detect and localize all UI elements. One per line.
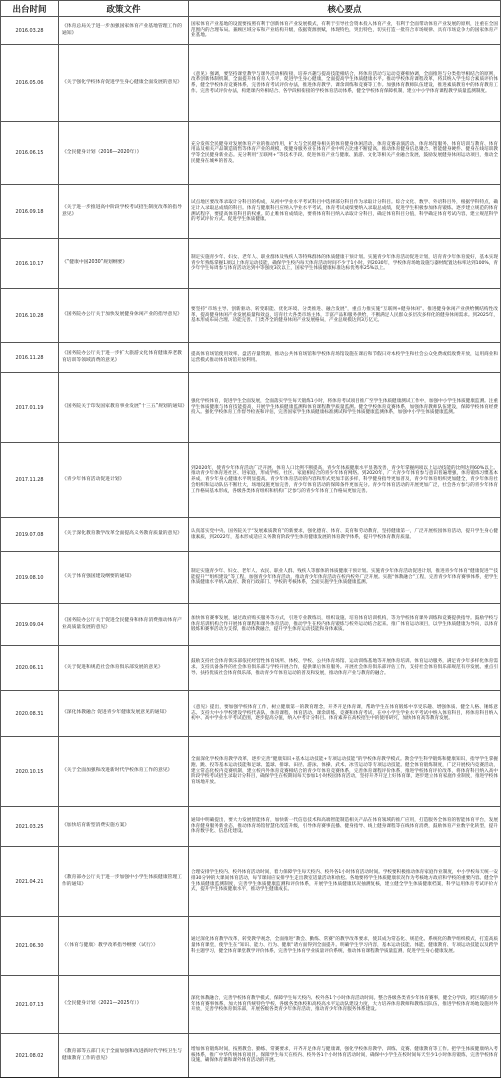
row-date: 2016.11.28 [1,343,59,373]
row-key-points-text: 到2020年，使青少年体育活动广泛开展，体育人口比例不断提高，青少年体质健康水平显著改善，青少年掌握两项以上运动技能的比例达到60%以上。推动青少年体育进社区、进家庭，形成学校、社区、家庭相结合的青少年体育网络。到2020年，广大青少年体育参与意识普遍增强，体育锻炼习惯基本养成，青少年身心健康水平明显提高。青少年体育活动的内容和形式更加丰富多样，科学健身指导更加普及，青少年体育组织更加健全，青少年体育社会组织和运动队伍不断壮大，场地设施更加完善，青少年体育活动的保障条件更加充分。青少年体育活动的开展更加广泛，社会各方参与的青少年体育工作格局基本形成，各级各类体育组织和机构广泛参与的青少年体育工作格局更加完善。 [191,465,498,494]
table-header [1,1,501,17]
row-key-points [189,289,501,343]
row-policy-document [59,847,189,917]
row-key-points [189,443,501,518]
row-policy-document-text: 《教育部等五部门关于全面加强和改进新时代学校卫生与健康教育工作的意见》 [62,1049,182,1061]
table-row [1,17,501,45]
table-row [1,185,501,239]
row-policy-document-text: 《深化体教融合 促进青少年健康发展意见的通知》 [62,710,170,716]
row-policy-document-text: 《关于促进和规范社会体育俱乐部发展的意见》 [62,664,163,670]
header-date: 出台时间 [1,1,59,17]
row-policy-document-text: 《国务院关于印发国家教育事业发展“十三五”规划的通知》 [62,404,187,410]
table-row [1,976,501,1034]
row-policy-document-text: 《体育总局关于进一步加强国家体育产业基地管理工作的通知》 [62,24,182,36]
row-policy-document [59,17,189,45]
row-date: 2016.06.15 [1,122,59,185]
row-policy-document-text: 《关于深化教育教学改革全面提高义务教育质量的意见》 [62,531,182,537]
row-date: 2021.04.21 [1,847,59,917]
row-date: 2021.08.02 [1,1034,59,1078]
table-row [1,552,501,604]
row-key-points [189,646,501,691]
row-key-points-text: 充分发挥全民健身对发展体育产业的推动作用，扩大与全民健身相关的体育健身休闲活动、体育竞赛表演活动、体育场馆服务、体育培训与教育、体育用品及相关产品制造销售等体育产业的规模，使健身服务业在体育产业中所占比重不断提高，推动体育健身信息聚合、智能健身硬件、健身在线培训教学等全民健身新业态。充分利用“互联网+”等技术手段，促进体育产业与健康、旅游、文化等相关产业融合发展，鼓励发展健身休闲运动项目，推动全民健身在城乡的普及。 [191,141,498,164]
table-row [1,646,501,691]
row-date: 2021.07.13 [1,976,59,1034]
row-policy-document-text: 《国务院办公厅关于进一步扩大旅游文化体育健康养老教育培训等领域消费的意见》 [62,351,182,363]
row-key-points-text: 《意见》强调，要坚持课堂教学与课外活动相衔接，培养兴趣与提高技能相结合，将体育活动与运动竞赛相协调，全面推进与分类指导相结合的原则，改革创新体制机制，全面提升体育育人水平，促进学生身心健康，全面提高学生体质健康水平。推动学校体育课程改革，将其纳入学生综合素质评价体系，健全学校体育竞赛体系，完善体育考试评价办法，推进体育教学、课余训练和竞赛等工作。加强体育教师队伍建设，推进素质教育中的体育教育工作。完善考试评价办法，构建课内外相结合、各学段相衔接的学校体育活动体系，健全学校体育保障机制，建立中小学体育课程教学质量监测制度。 [191,71,498,94]
row-date: 2019.07.08 [1,518,59,552]
row-key-points-text: 制定实施青少年、妇女、老年人、职业群体及残疾人等特殊群体的体质健康干预计划。实施青少年体育活动促进计划，培育青少年体育爱好，基本实现青少年熟练掌握1项以上体育运动技能，确保学生校内每天体育活动时间不少于1小时。到2030年，学校体育场地设施与器材配置达标率达到100%，青少年学生每周参与体育活动达到中等强度3次以上，国家学生体质健康标准达标优秀率25%以上。 [191,254,498,272]
row-policy-document [59,239,189,289]
row-policy-document [59,343,189,373]
row-key-points [189,373,501,443]
row-key-points-text: 认真落实党中央、国务院关于“发展素质教育”的新要求，强化德育、体育、美育和劳动教育，坚持健康第一，广泛开展校园体育活动，提升学生身心健康素质，到2022年，基本形成适应义务教育阶段学生体育健康发展的体育教学体系，提升学校体育教育质量。 [191,528,498,540]
row-policy-document [59,185,189,239]
table-row [1,737,501,807]
table-row [1,807,501,847]
row-date: 2019.08.10 [1,552,59,604]
row-key-points-text: 合理安排学生校内、校外体育活动时间，着力保障学生每天校内、校外各1小时体育活动时间。学校要积极推动体育家庭作业制度，中小学校每天统一安排30分钟的大课间体育活动，每节课间应安排学生走出教室适量活动和放松。各地要将学生体质健康状况作为考核地方政府和学校的重要内容。健全学生体质健康监测制度，完善学生体质健康监测和评价体系，开展学生体质健康状况抽测复核，建立健全学生体质健康档案，科学运用体育考试评价方式，提升学生体质健康水平，推动学生健康成长。 [191,870,498,893]
row-date: 2017.01.19 [1,373,59,443]
row-policy-document [59,1034,189,1078]
table-row [1,847,501,917]
row-policy-document [59,917,189,976]
table-row [1,917,501,976]
row-policy-document-text: 《全民健身计划（2021—2025年）》 [62,1001,142,1007]
row-date: 2019.09.04 [1,604,59,646]
row-policy-document-text: 《关于体育强国建设纲要的通知》 [62,574,134,580]
row-key-points [189,518,501,552]
row-key-points [189,976,501,1034]
header-key-points: 核心要点 [189,1,501,17]
table-row [1,1034,501,1078]
row-policy-document-text: 《青少年体育活动促进计划》 [62,476,125,482]
row-policy-document [59,45,189,122]
row-policy-document [59,373,189,443]
row-date: 2016.10.28 [1,289,59,343]
row-date: 2020.06.11 [1,646,59,691]
table-row [1,518,501,552]
row-key-points-text: 通过深化体育教学改革，转变教学观念，全面推进“教会、勤练、常赛”的教学改革要求，使其成为常态化、规范化、系统化的教学组织模式，打造高质量体育课堂，使学生在“知识、能力、行为、健康”诸方面得到全面提升。明确学生学习内容，基本运动技能、体能、健康教育、专项运动技能以及跨学科主题学习，健全体育课堂教学评价体系，完善学生体育学业质量评价系统，推动体育课程教学质量监测，促进学生身心健康发展。 [191,937,498,954]
row-policy-document-text: 《关于进一步推进高中阶段学校考试招生制度改革的指导意见》 [62,205,182,217]
row-key-points [189,17,501,45]
table-row [1,45,501,122]
row-policy-document [59,518,189,552]
row-key-points [189,917,501,976]
row-policy-document-text: 《教育部办公厅关于进一步加强中小学生体质健康管理工作的通知》 [62,875,182,887]
table-row [1,604,501,646]
row-date: 2016.03.28 [1,17,59,45]
row-policy-document [59,691,189,737]
row-key-points [189,807,501,847]
row-policy-document [59,737,189,807]
row-policy-document-text: 《〈体育与健康〉教学改革指导纲要（试行）》 [62,942,158,948]
row-date: 2020.08.31 [1,691,59,737]
table-row [1,239,501,289]
row-key-points-text: 强化学校体育，促进学生全面发展，全面落实学生每天锻炼1小时，将体育考试项目推广至学生体质健康测试工作中，加强中小学生体质健康监测。注重学生体质健康与体育技能提高，开展学生体质健康监测和体育课程教学质量监测。健全学校体育竞赛体系，加强体育教师队伍建设，保障学校体育经费投入。强化学校体育工作督导检查和评估，完善国家学生体质健康标准测试和学生体质健康监测体系，加强中小学生体质健康监测。 [191,398,498,416]
row-key-points [189,185,501,239]
row-policy-document-text: 《国务院办公厅关于促进全民健身和体育消费推动体育产业高质量发展的意见》 [62,618,182,630]
row-key-points-text: 要坚持“市场主导、创新驱动、转变职能、优化环境、分类推进、融合发展”，重点力推实施“互联网+健身休闲”。推进健身休闲产业供给侧结构性改革，提高健身休闲产业发展质量和效益，培育壮大各类市场主体，丰富产品和服务供给，不断满足人民群众多层次多样化的健身休闲需求。到2025年，基本形成布局合理、功能完善、门类齐全的健身休闲产业发展格局，产业总规模达到3万亿元。 [191,306,498,324]
row-key-points-text: 提高体育场馆使用效率，盘活存量资源，推动公共体育场馆和学校体育场馆设施在课后和节假日对本校学生和社会公众免费或低收费开放，运用商业和运营模式推动体育场馆开放利用。 [191,351,498,363]
row-key-points [189,604,501,646]
table-row [1,443,501,518]
row-policy-document [59,807,189,847]
row-policy-document [59,646,189,691]
row-date: 2021.06.30 [1,917,59,976]
row-policy-document [59,552,189,604]
row-key-points-text: 加快体育赛事发展，通过政府购买服务等方式，引进专业教练员，组织设施、培育体育培训机构，等为学校体育课外训练和竞赛提供指导。鼓励学校与体育培训机构合作开展体育课程和课外体育活动，推动学生在校内体育锻炼与校外运动结合起来。推广体育运动项目，以学生体质健康为导向，以体育锻炼和赛事活动为支撑，推动体教融合，提升学生体育运动技能和身体素质。 [191,615,498,633]
row-policy-document [59,289,189,343]
table-row [1,343,501,373]
row-date: 2016.05.06 [1,45,59,122]
table-row [1,122,501,185]
row-policy-document-text: 《国务院办公厅关于加快发展健身休闲产业的指导意见》 [62,312,182,318]
row-policy-document-text: 《加快培育新型消费实施方案》 [62,823,130,829]
row-key-points-text: 《意见》提出，要加强学校体育工作，树立健康第一的教育理念，开齐开足体育课，帮助学生在体育锻炼中享受乐趣、增强体质、健全人格、锤炼意志。支持大中小学校建设学校代表队，体育课程、体育活动、课余训练、竞赛和体育考试，在中小学生学业水平考试中纳入体育科目，将体育科目纳入初中、高中学业水平考试范围，逐步提高分值，纳入中考计分科目。体育素养在高校招生中的使用研究，加快体育高等教育发展。 [191,704,498,722]
row-key-points [189,737,501,807]
row-key-points-text: 增加体育锻炼时间，按照教会、勤练、常赛要求，开齐开足体育与健康课，强化学校体育教学、训练、竞赛、健康教育等工作。把学生体质健康纳入考核体系，推广中华传统体育项目。保障学生每天在校内、校外各1个小时体育活动时间，确保中小学生在校时间每天至少1小时体育锻炼，完善学校体育设施，确保体育课和课外体育活动的开展。 [191,1046,498,1064]
row-key-points [189,343,501,373]
row-key-points-text: 深化体教融合，完善学校体育教学模式，保障学生每天校内、校外各1个小时体育活动时间。整合各级各类青少年体育赛事，健全分学段、跨区域的青少年体育赛事体系。加大体育传统特色学校、各级各类体校和高校高水平运动队建设力度，大力培养体育教师和教练员队伍，推进学校体育场地设施对外开放，完善学校体育俱乐部，开展各级各类青少年体育活动，推动青少年体育服务体系建设。 [191,995,498,1013]
row-key-points [189,1034,501,1078]
table-row [1,373,501,443]
row-date: 2021.03.25 [1,807,59,847]
row-policy-document [59,604,189,646]
row-key-points [189,691,501,737]
row-key-points-text: 制定实施青少年、妇女、老年人、农民、职业人群、残疾人等群体的体质健康干预计划。实施青少年体育活动促进计划，推进青少年体育“健康促进”“技能提升”“组织建设”等工程，加强青少年体育活动，推动青少年体育活动在校内校外广泛开展。实施“体教融合”工程，完善青少年体育赛事体系，把学生体质健康水平纳入政府、教育行政部门、学校的考核体系，全面实施学生体质健康监测。 [191,568,498,586]
row-key-points [189,239,501,289]
row-key-points-text: 全面深化学校体育教学改革，逐步完善“健康知识+基本运动技能+专项运动技能”的学校体育教学模式。教会学生科学锻炼和健康知识，指导学生掌握跑、跳、投等基本运动技能和足球、篮球、排球、田径、游泳、体操、武术、冰雪运动等专项运动技能。健全体育锻炼制度，广泛开展校内竞赛活动，建立常态化校内竞赛机制，建立校内外体育竞赛相结合的青少年体育竞赛体系，完善体育课程评价体系，推进学校体育评价改革，将体育科目纳入高中阶段学校考试招生录取计分科目，确保学生在校期间每天参加1小时校园体育活动，坚持开齐开足上好体育课，逐步建立体育家庭作业制度，推进学校体育场地开放。 [191,757,498,786]
row-key-points [189,45,501,122]
row-key-points-text: 通知中明确提出，要大力发展智能体育，加快新一代信息技术和高端智能制造相关产品在体育领域的推广应用，打造服务全体育的智能体育平台，发展体育健身服务新业态，推动体育场馆智慧化改造升级，引导体育赛事直播、健身指导、线上健身课程等在线体育消费，鼓励体育产业数字化转型，提升体育数字化、信息化建设。 [191,817,498,835]
row-date: 2017.11.28 [1,443,59,518]
row-policy-document-text: 《全民健身计划（2016—2020年）》 [62,149,142,155]
row-key-points [189,552,501,604]
row-key-points-text: 鼓励支持社会体育俱乐部依托经营性体育场所、体校、学校、公共体育场馆、运动训练基地等开展体育培训、体育运动服务，满足青少年多样化体育需求。支持具备条件的社会体育俱乐部与学校开展合作，提供课后体育服务。开展社会体育俱乐部评估工作，支持社会体育俱乐部规范有序发展。重点引导、扶持优质社会体育俱乐部，推动青少年体育运动的普及和发展，推动体育产业与教育的融合。 [191,659,498,676]
row-key-points-text: 国家体育产业基地的设置要按照有利于创新体育产业发展模式，有利于引导社会资本投入体育产业，有利于全面带动体育产业发展的原则，注重在全国范围内的合理布局。兼顾区域分布和产业结构升级，依据资源禀赋，体现特色，突出特色，切实打造一批符合市场规律、具有市场竞争力的国家体育产业基地。 [191,21,498,39]
row-date: 2016.09.18 [1,185,59,239]
table-body [1,17,501,1078]
row-policy-document-text: 《关于全面加强和改进新时代学校体育工作的意见》 [62,768,173,774]
row-policy-document [59,976,189,1034]
row-date: 2020.10.15 [1,737,59,807]
row-policy-document [59,122,189,185]
row-key-points-text: 试点地区要改革录取计分科目的构成，从初中学业水平考试科目中选择部分科目作为录取计分科目。综合文化、数学、外语科目外，根据学科特点，确定计入录取总成绩的科目。体育与健康科目应纳入学业水平考试，体育考试成绩要纳入录取总成绩，促进学生积极参加体育锻炼。逐步建立规范的体育测试程序，要提高体育科目的权重。防止唯体育成绩论，要将体育科目纳入录取计分科目，确定体育科目分值，科学确定体育考试内容，建立规范科学的考试评价方式。促进学生体质健康。 [191,200,498,223]
row-key-points [189,847,501,917]
row-policy-document-text: 《关于强化学校体育促进学生身心健康全面发展的意见》 [62,79,182,85]
row-policy-document [59,443,189,518]
header-row [1,1,501,17]
row-key-points [189,122,501,185]
table-row [1,289,501,343]
header-policy-document: 政策文件 [59,1,189,17]
row-date: 2016.10.17 [1,239,59,289]
row-policy-document-text: 《“健康中国2030”规划纲要》 [62,260,128,266]
table-row [1,691,501,737]
